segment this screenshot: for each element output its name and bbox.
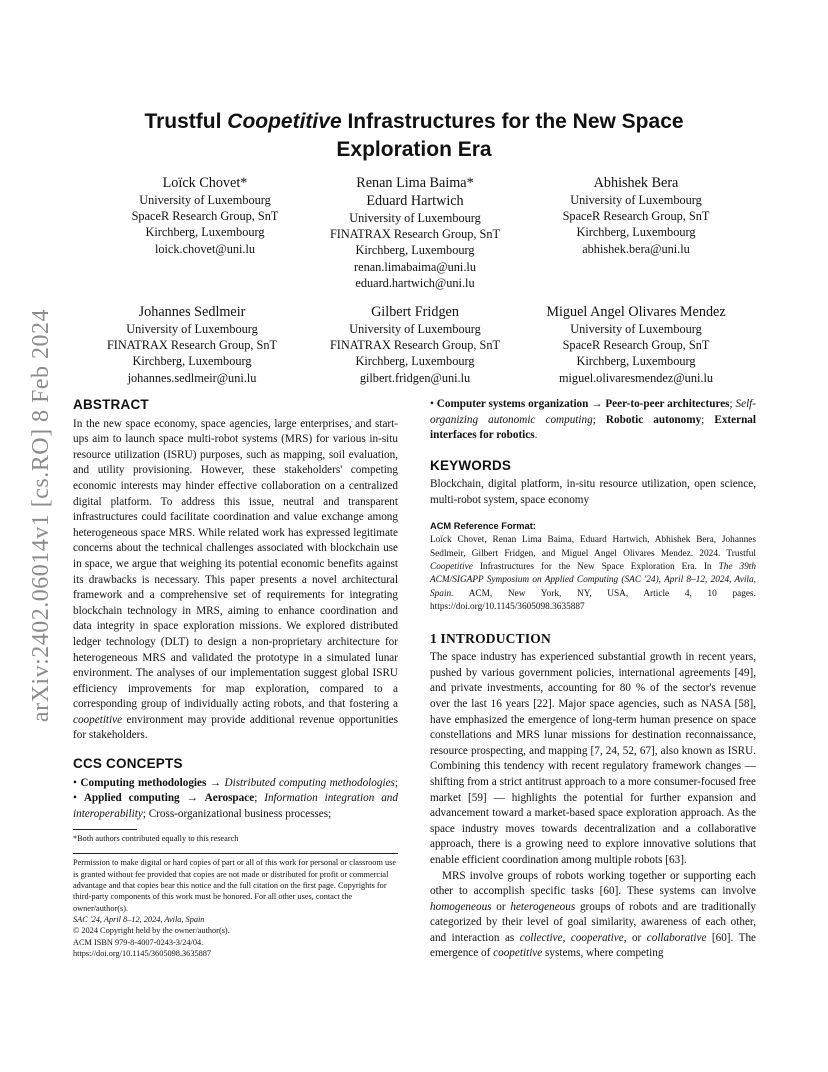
ccs-concepts-text: • Computing methodologies → Distributed computing methodologies; • Applied computing → Aerospace; Information integration and interoperability; Cross-organizational business processes; <box>73 776 399 820</box>
footnote-equal-contribution: *Both authors contributed equally to this research <box>73 834 239 844</box>
right-column <box>430 397 756 962</box>
author-email: miguel.olivaresmendez@uni.lu <box>558 370 714 385</box>
author-location: Kirchberg, Luxembourg <box>145 225 265 240</box>
author-email: abhishek.bera@uni.lu <box>582 241 690 256</box>
introduction-paragraph: MRS involve groups of robots working together or supporting each other to accomplish specific tasks [60]. These systems can involve homogeneous or heterogeneous groups of robots and are traditionally categorized by their level of goal similarity, awareness of each other, and interaction as collective, cooperative, or collaborative [60]. The emergence of coopetitive systems, where competing <box>430 869 756 960</box>
introduction-paragraph: The space industry has experienced substantial growth in recent years, pushed by various government policies, international agreements [49], and private investments, accounting for 80 % of the sector's revenue over the last 16 years [22]. Major space agencies, such as NASA [58], have emphasized the emergence of long-term human presence on space constellations and MRS lunar missions for destination reconnaissance, resource prospecting, and mapping [7, 24, 52, 67], also known as ISRU. Combining this tendency with recent regulatory framework changes — shifting from a strict antitrust approach to a more consumer-focused free market [59] — highlights the potential for further expansion and advancement toward a market-based space exploration approach. As the space industry moves towards decentralization and a collaborative approach, there is a growing need to explore innovative solutions that enable efficient coordination among multiple robots [63]. <box>430 651 756 866</box>
author-group: FINATRAX Research Group, SnT <box>329 338 501 353</box>
author-email: eduard.hartwich@uni.lu <box>355 275 475 290</box>
author-name: Abhishek Bera <box>593 175 679 191</box>
author-affiliation: University of Luxembourg <box>570 193 702 207</box>
author-email: johannes.sedlmeir@uni.lu <box>127 370 257 385</box>
author-affiliation: University of Luxembourg <box>139 193 271 207</box>
author-affiliation: University of Luxembourg <box>349 211 481 225</box>
author-email: loick.chovet@uni.lu <box>154 241 256 256</box>
acm-reference-text: Loïck Chovet, Renan Lima Baima, Eduard Hartwich, Abhishek Bera, Johannes Sedlmeir, Gilbert Fridgen, and Miguel Angel Olivares Mendez. 2024. Trustful Coopetitive Infrastructures for the New Space Exploration Era. In The 39th ACM/SIGAPP Symposium on Applied Computing (SAC '24), April 8–12, 2024, Avila, Spain. ACM, New York, NY, USA, Article 4, 10 pages. https://doi.org/10.1145/3605098.3635887 <box>430 535 756 613</box>
author-name: Renan Lima Baima* <box>356 175 474 191</box>
permission-text: Permission to make digital or hard copies of part or all of this work for personal or classroom use is granted without fee provided that copies are not made or distributed for profit or commercial advantage and that copies bear this notice and the full citation on the first page. Copyrights for third-party components of this work must be honored. For all other uses, contact the owner/author(s). <box>73 858 397 913</box>
arxiv-id: arXiv:2402.06014v1 [cs.RO] 8 Feb 2024 <box>28 308 55 722</box>
author-group: SpaceR Research Group, SnT <box>131 209 279 224</box>
isbn-line: ACM ISBN 979-8-4007-0243-3/24/04. <box>73 937 204 947</box>
author-block <box>511 174 761 257</box>
author-block <box>290 174 540 291</box>
author-location: Kirchberg, Luxembourg <box>576 354 696 369</box>
author-location: Kirchberg, Luxembourg <box>576 225 696 240</box>
author-group: SpaceR Research Group, SnT <box>562 209 710 224</box>
abstract-text: In the new space economy, space agencies, large enterprises, and start-ups aim to launch space multi-robot systems (MRS) for various in-situ resource utilization (ISRU) purposes, such as mapping, soil evaluation, and utility provisioning. However, these stakeholders' competing economic interests may hinder effective collaboration on a centralized digital platform. To address this issue, neutral and transparent infrastructures could facilitate coordination and value exchange among heterogeneous space MRS. While related work has expressed legitimate concerns about the technical challenges associated with blockchain use in space, we argue that weighing its potential economic benefits against its drawbacks is necessary. This paper presents a novel architectural framework and a comprehensive set of requirements for integrating blockchain technology in MRS, aiming to enhance coordination and data integrity in space exploration missions. We explored distributed ledger technology (DLT) to design a non-proprietary architecture for heterogeneous MRS and validated the prototype in a simulated lunar environment. The analyses of our implementation suggest global ISRU efficiency improvements for map exploration, compared to a corresponding group of individually acting robots, and that fostering a coopetitive environment may provide additional revenue opportunities for stakeholders. <box>73 417 398 742</box>
title-italic-word: Coopetitive <box>227 110 342 133</box>
venue-line: SAC '24, April 8–12, 2024, Avila, Spain <box>73 914 205 924</box>
author-name: Eduard Hartwich <box>366 193 464 209</box>
author-name: Gilbert Fridgen <box>371 304 459 320</box>
arxiv-identifier-stamp <box>22 295 62 735</box>
acm-reference-heading: ACM Reference Format: <box>430 520 536 531</box>
author-name: Johannes Sedlmeir <box>138 304 246 320</box>
author-block <box>290 303 540 386</box>
author-affiliation: University of Luxembourg <box>126 322 258 336</box>
footnote-rule <box>73 829 137 830</box>
permission-block <box>73 857 398 959</box>
author-group: SpaceR Research Group, SnT <box>562 338 710 353</box>
author-affiliation: University of Luxembourg <box>349 322 481 336</box>
author-name: Loïck Chovet* <box>162 175 248 191</box>
doi-link[interactable]: https://doi.org/10.1145/3605098.3635887 <box>73 948 212 958</box>
author-affiliation: University of Luxembourg <box>570 322 702 336</box>
author-email: renan.limabaima@uni.lu <box>354 259 476 274</box>
author-location: Kirchberg, Luxembourg <box>132 354 252 369</box>
author-email: gilbert.fridgen@uni.lu <box>359 370 471 385</box>
author-location: Kirchberg, Luxembourg <box>355 243 475 258</box>
copyright-line: © 2024 Copyright held by the owner/author(s). <box>73 926 230 936</box>
keywords-text: Blockchain, digital platform, in-situ resource utilization, open science, multi-robot system, space economy <box>430 478 756 506</box>
keywords-heading: KEYWORDS <box>430 457 512 473</box>
author-block <box>67 303 317 386</box>
author-location: Kirchberg, Luxembourg <box>355 354 475 369</box>
author-group: FINATRAX Research Group, SnT <box>106 338 278 353</box>
author-group: FINATRAX Research Group, SnT <box>329 227 501 242</box>
ccs-heading: CCS CONCEPTS <box>73 756 183 772</box>
author-block <box>506 303 766 386</box>
paper-title: Trustful Coopetitive Infrastructures for the New Space Exploration Era <box>144 110 684 161</box>
abstract-heading: ABSTRACT <box>73 397 149 412</box>
left-column <box>73 397 398 959</box>
author-name: Miguel Angel Olivares Mendez <box>546 304 726 320</box>
introduction-heading: 1 INTRODUCTION <box>430 630 551 646</box>
permission-rule <box>73 853 398 854</box>
ccs-concepts-continued: • Computer systems organization → Peer-to-peer architectures; Self-organizing autonomic computing; Robotic autonomy; External interfaces for robotics. <box>430 398 757 442</box>
